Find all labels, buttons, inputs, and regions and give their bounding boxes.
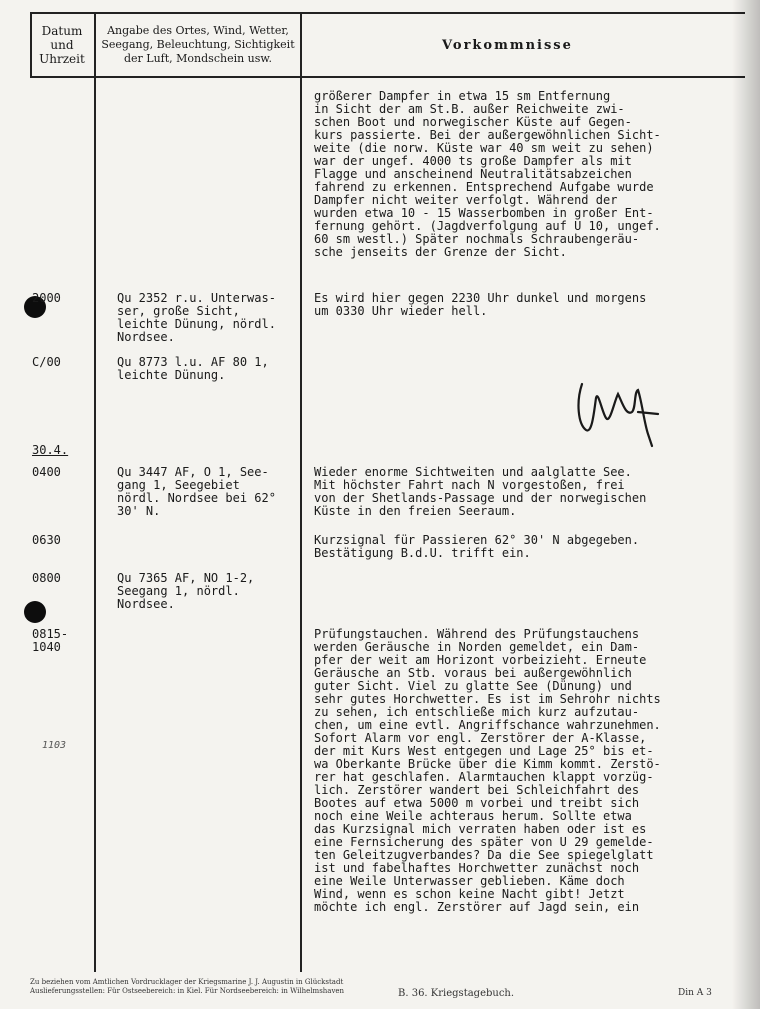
header-angabe: Angabe des Ortes, Wind, Wetter, Seegang, Beleuchtung, Sichtigkeit der Luft, Mondschein usw. (101, 24, 295, 65)
footer-form: B. 36. Kriegstagebuch. (398, 988, 515, 999)
column-divider-1 (94, 12, 96, 972)
entry-time: 0815- 1040 (32, 627, 69, 654)
header-vorkommnisse: Vorkommnisse (442, 38, 573, 53)
entry-location: Qu 2352 r.u. Unterwas- ser, große Sicht, leichte Dünung, nördl. Nordsee. (117, 291, 276, 344)
entry-time: 0800 (32, 571, 61, 585)
entry-time: C/00 (32, 355, 61, 369)
entry-time: 0400 (32, 465, 61, 479)
entry-text: Prüfungstauchen. Während des Prüfungstauchens werden Geräusche in Norden gemeldet, ein Dam- pfer der weit am Horizont vorbeizieht. Erneute Geräusche an Stb. voraus bei außergewöhnlich guter Sicht. Viel zu glatte See (Dünung) und sehr gutes Horchwetter. Es ist im Sehrohr nichts zu sehen, ich entschließe mich kurz aufzutau- chen, um eine evtl. Angriffschance wahrzunehmen. Sofort Alarm vor engl. Zerstörer der A-Klasse, der mit Kurs West entgegen und Lage 25° bis et- wa Oberkante Brücke über die Kimm kommt. Zerstö- rer hat geschlafen. Alarmtauchen klappt vorzüg- lich. Zerstörer wandert bei Schleichfahrt des Bootes auf etwa 5000 m vorbei und treibt sich noch eine Weile achteraus herum. Sollte etwa das Kurzsignal mich verraten haben oder ist es eine Fernsicherung des später von U 29 gemelde- ten Geleitzugverbandes? Da die See spiegelglatt ist und fabelhaftes Horchwetter zunächst noch eine Weile Unterwasser geblieben. Käme doch Wind, wenn es schon keine Nacht gibt! Jetzt möchte ich engl. Zerstörer auf Jagd sein, ein (314, 627, 661, 914)
entry-time: 0630 (32, 533, 61, 547)
entry-location: Qu 8773 l.u. AF 80 1, leichte Dünung. (117, 355, 269, 382)
footer-size: Din A 3 (678, 988, 712, 998)
entry-location: Qu 3447 AF, O 1, See- gang 1, Seegebiet nördl. Nordsee bei 62° 30' N. (117, 465, 276, 518)
entry-text: größerer Dampfer in etwa 15 sm Entfernung in Sicht der am St.B. außer Reichweite zwi- schen Boot und norwegischer Küste auf Gegen- kurs passierte. Bei der außergewöhnlichen Sicht- weite (die norw. Küste war 40 sm weit zu sehen) war der ungef. 4000 ts große Dampfer als mit Flagge und anscheinend Neutralitätsabzeichen fahrend zu erkennen. Entsprechend Aufgabe wurde Dampfer nicht weiter verfolgt. Während der wurden etwa 10 - 15 Wasserbomben in großer Ent- fernung gehört. (Jagdverfolgung auf U 10, ungef. 60 sm westl.) Später nochmals Schraubengeräu- sche jenseits der Grenze der Sicht. (314, 89, 661, 259)
header-bottom-border (30, 76, 745, 78)
commander-signature (572, 372, 664, 452)
entry-date: 30.4. (32, 443, 69, 457)
entry-location: Qu 7365 AF, NO 1-2, Seegang 1, nördl. Nordsee. (117, 571, 255, 611)
punch-hole-bottom (24, 601, 46, 623)
footer-printer: Zu beziehen vom Amtlichen Vordrucklager der Kriegsmarine J. J. Augustin in Glückstadt Auslieferungsstellen: Für Ostseebereich: in Kiel. Für Nordseebereich: in Wilhelmshaven (30, 978, 345, 995)
entry-text: Kurzsignal für Passieren 62° 30' N abgegeben. Bestätigung B.d.U. trifft ein. (314, 533, 640, 560)
margin-note: 1103 (42, 740, 67, 751)
entry-text: Es wird hier gegen 2230 Uhr dunkel und morgens um 0330 Uhr wieder hell. (314, 291, 647, 318)
entry-time: 2000 (32, 291, 61, 305)
header-datum: Datum und Uhrzeit (39, 24, 85, 66)
top-border (30, 12, 745, 14)
entry-text: Wieder enorme Sichtweiten und aalglatte See. Mit höchster Fahrt nach N vorgestoßen, frei von der Shetlands-Passage und der norwegischen Küste in den freien Seeraum. (314, 465, 647, 518)
